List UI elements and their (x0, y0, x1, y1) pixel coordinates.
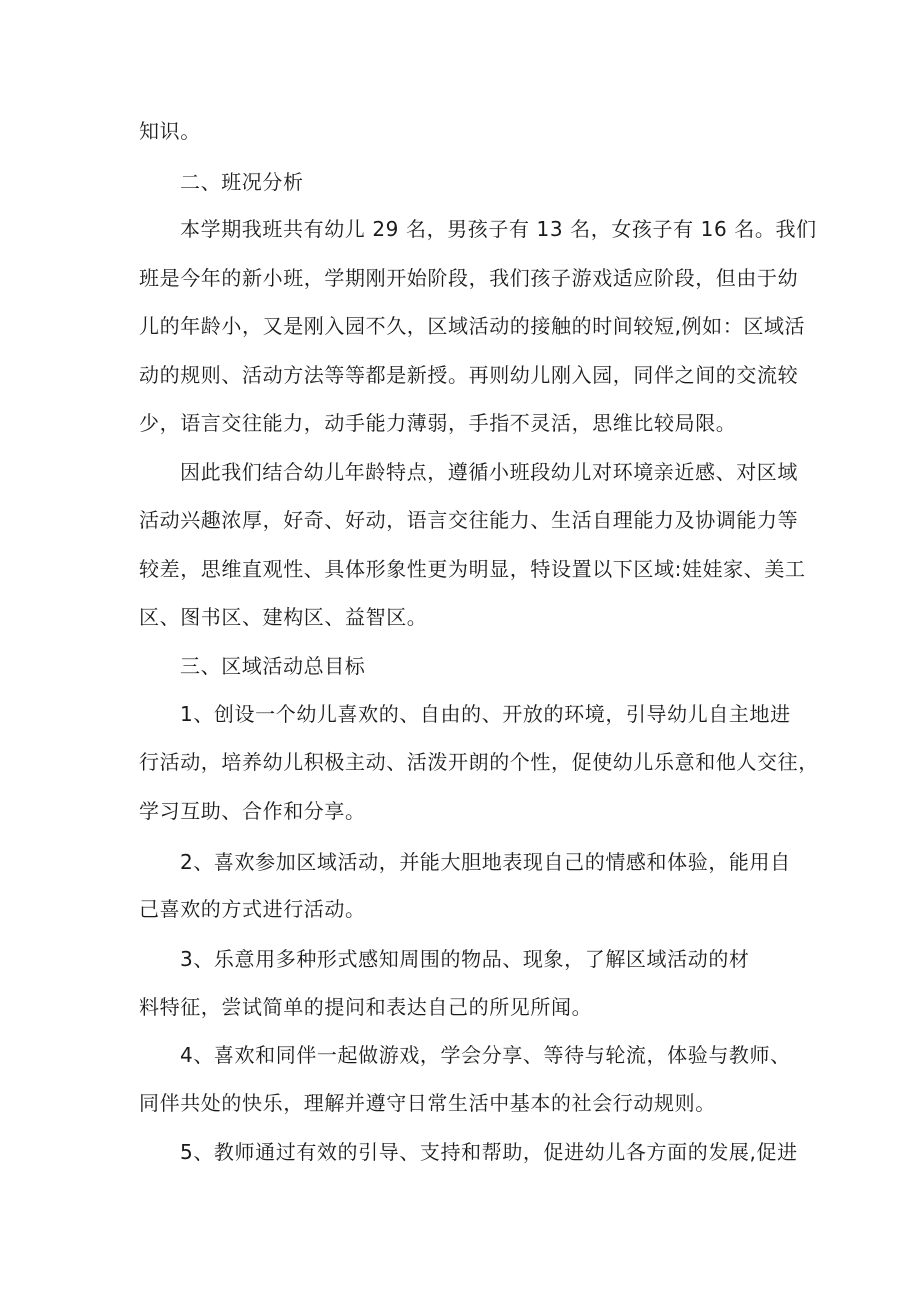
paragraph-line: 活动兴趣浓厚，好奇、好动，语言交往能力、生活自理能力及协调能力等 (139, 508, 799, 532)
paragraph-line: 较差，思维直观性、具体形象性更为明显，特设置以下区域:娃娃家、美工 (139, 557, 806, 581)
paragraph-line: 班是今年的新小班，学期刚开始阶段，我们孩子游戏适应阶段，但由于幼 (139, 266, 799, 290)
paragraph-line: 区、图书区、建构区、益智区。 (139, 605, 428, 629)
section-heading: 二、班况分析 (180, 170, 304, 194)
paragraph-line: 本学期我班共有幼儿 29 名，男孩子有 13 名，女孩子有 16 名。我们 (180, 217, 817, 241)
goal-line: 己喜欢的方式进行活动。 (139, 897, 366, 921)
text-line: 知识。 (139, 119, 201, 143)
paragraph-line: 儿的年龄小，又是刚入园不久，区域活动的接触的时间较短,例如：区域活 (139, 314, 806, 338)
goal-line: 行活动，培养幼儿积极主动、活泼开朗的个性，促使幼儿乐意和他人交往， (139, 750, 819, 774)
paragraph-line: 少，语言交往能力，动手能力薄弱，手指不灵活，思维比较局限。 (139, 411, 737, 435)
goal-line: 同伴共处的快乐，理解并遵守日常生活中基本的社会行动规则。 (139, 1091, 716, 1115)
goal-line: 2、喜欢参加区域活动，并能大胆地表现自己的情感和体验，能用自 (180, 850, 791, 874)
goal-line: 1、创设一个幼儿喜欢的、自由的、开放的环境，引导幼儿自主地进 (180, 702, 791, 726)
goal-line: 料特征，尝试简单的提问和表达自己的所见所闻。 (139, 995, 593, 1019)
goal-line: 学习互助、合作和分享。 (139, 799, 366, 823)
goal-line: 3、乐意用多种形式感知周围的物品、现象，了解区域活动的材 (180, 947, 750, 971)
paragraph-line: 因此我们结合幼儿年龄特点，遵循小班段幼儿对环境亲近感、对区域 (180, 460, 798, 484)
goal-line: 5、教师通过有效的引导、支持和帮助，促进幼儿各方面的发展,促进 (180, 1140, 798, 1164)
paragraph-line: 动的规则、活动方法等等都是新授。再则幼儿刚入园，同伴之间的交流较 (139, 363, 799, 387)
goal-line: 4、喜欢和同伴一起做游戏，学会分享、等待与轮流，体验与教师、 (180, 1043, 791, 1067)
section-heading: 三、区域活动总目标 (180, 654, 366, 678)
